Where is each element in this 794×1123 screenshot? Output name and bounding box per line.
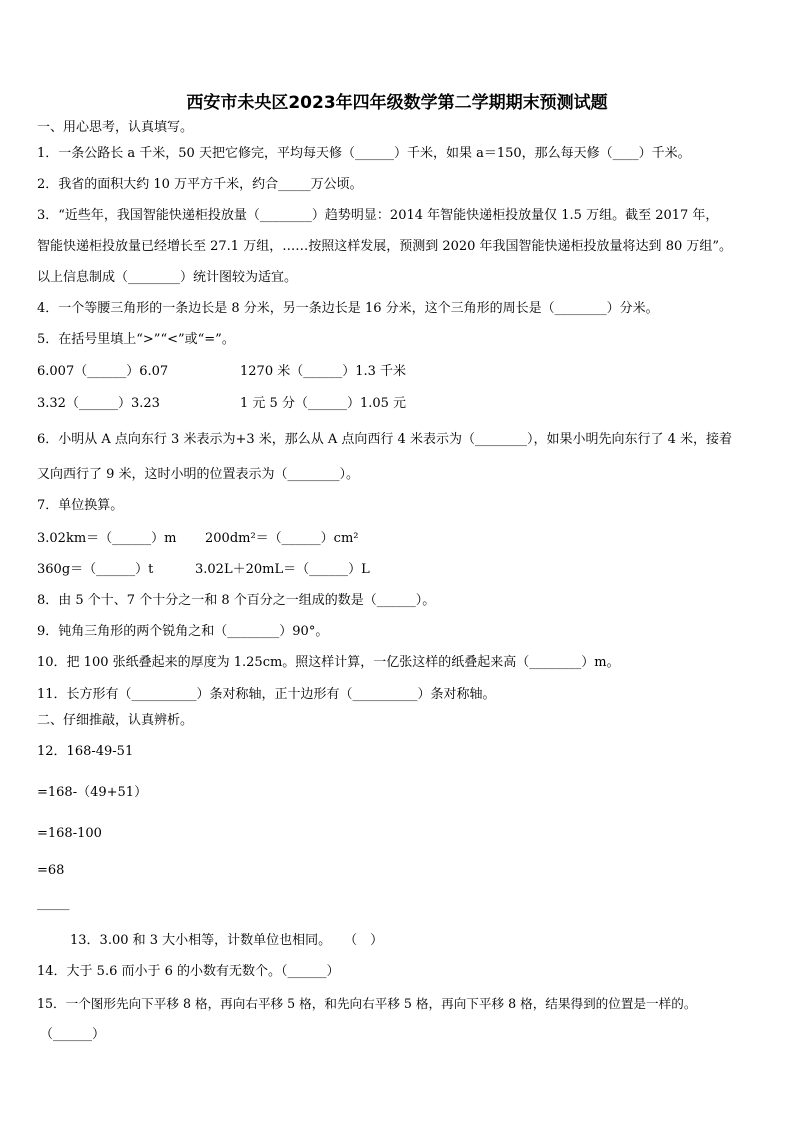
- question-7-item-c: 360g＝（______）t: [37, 562, 154, 577]
- question-13: 13．3.00 和 3 大小相等，计数单位也相同。 （ ）: [70, 933, 384, 948]
- question-7-item-d: 3.02L＋20mL＝（______）L: [195, 562, 370, 577]
- question-12-line-1: 12．168-49-51: [37, 744, 134, 759]
- question-7: 7．单位换算。: [37, 498, 124, 513]
- question-9: 9．钝角三角形的两个锐角之和（________）90°。: [37, 624, 329, 639]
- question-12-line-2: =168-（49+51）: [37, 785, 148, 800]
- question-3-line-3: 以上信息制成（________）统计图较为适宜。: [37, 270, 298, 285]
- question-12-line-3: =168-100: [37, 826, 102, 841]
- section-heading-2: 二、仔细推敲，认真辨析。: [37, 713, 194, 728]
- question-15-line-1: 15．一个图形先向下平移 8 格，再向右平移 5 格，和先向右平移 5 格，再向下平移 8 格，结果得到的位置是一样的。: [37, 996, 697, 1011]
- question-5-item-b: 1270 米（______）1.3 千米: [240, 364, 407, 379]
- section-heading-1: 一、用心思考，认真填写。: [37, 120, 194, 135]
- question-3-line-1: 3．“近些年，我国智能快递柜投放量（________）趋势明显：2014 年智能快递柜投放量仅 1.5 万组。截至 2017 年，: [37, 208, 719, 223]
- question-7-item-b: 200dm²＝（______）cm²: [205, 531, 359, 546]
- question-10: 10．把 100 张纸叠起来的厚度为 1.25cm。照这样计算，一亿张这样的纸叠起来高（________）m。: [37, 655, 620, 670]
- question-12-line-4: =68: [37, 863, 65, 878]
- question-12-answer-blank: _____: [37, 896, 70, 911]
- question-5-item-a: 6.007（______）6.07: [37, 364, 169, 379]
- question-11: 11．长方形有（__________）条对称轴，正十边形有（__________）条对称轴。: [37, 687, 496, 702]
- question-5-item-c: 3.32（______）3.23: [37, 396, 160, 411]
- question-6-line-2: 又向西行了 9 米，这时小明的位置表示为（________）。: [37, 467, 360, 482]
- page-title: 西安市未央区2023年四年级数学第二学期期末预测试题: [186, 93, 608, 113]
- question-8: 8．由 5 个十、7 个十分之一和 8 个百分之一组成的数是（______）。: [37, 593, 436, 608]
- question-14: 14．大于 5.6 而小于 6 的小数有无数个。（______）: [37, 964, 340, 979]
- question-1: 1．一条公路长 a 千米，50 天把它修完，平均每天修（______）千米，如果 a＝150，那么每天修（____）千米。: [37, 146, 691, 161]
- question-2: 2．我省的面积大约 10 万平方千米，约合_____万公顷。: [37, 177, 363, 192]
- question-15-line-2: （______）: [40, 1027, 106, 1042]
- question-5-item-d: 1 元 5 分（______）1.05 元: [240, 396, 407, 411]
- question-4: 4．一个等腰三角形的一条边长是 8 分米，另一条边长是 16 分米，这个三角形的周长是（________）分米。: [37, 301, 659, 316]
- question-7-item-a: 3.02km＝（______）m: [37, 531, 177, 546]
- question-6-line-1: 6．小明从 A 点向东行 3 米表示为+3 米，那么从 A 点向西行 4 米表示为（________），如果小明先向东行了 4 米，接着: [37, 432, 732, 447]
- question-3-line-2: 智能快递柜投放量已经增长至 27.1 万组，……按照这样发展，预测到 2020 年我国智能快递柜投放量将达到 80 万组”。: [37, 239, 733, 254]
- question-5: 5．在括号里填上“>”“<”或“=”。: [37, 332, 235, 347]
